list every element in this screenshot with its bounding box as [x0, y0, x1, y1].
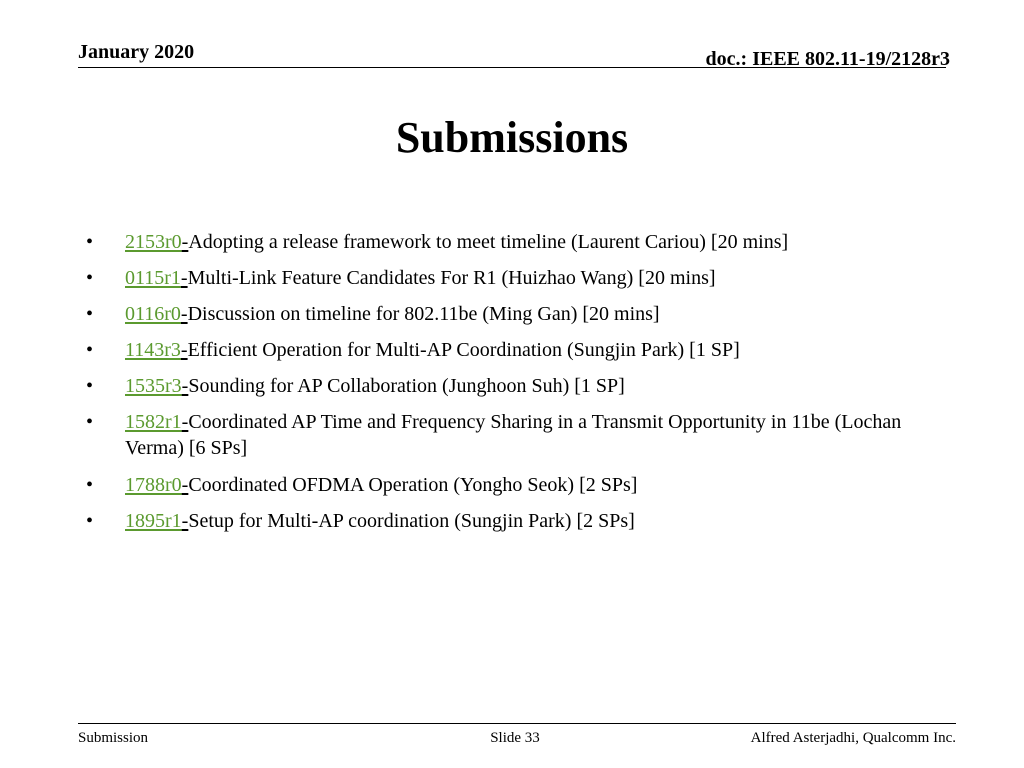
submission-description: Coordinated OFDMA Operation (Yongho Seok) [2 SPs] [188, 474, 638, 496]
header-date: January 2020 [78, 41, 195, 63]
footer-divider [78, 723, 956, 724]
bullet-icon: • [86, 303, 94, 325]
submission-description: Efficient Operation for Multi-AP Coordination (Sungjin Park) [1 SP] [187, 339, 740, 361]
bullet-icon: • [86, 339, 94, 361]
submission-separator: - [180, 303, 188, 325]
submission-description: Discussion on timeline for 802.11be (Ming Gan) [20 mins] [187, 303, 660, 325]
submission-text [125, 265, 955, 291]
submission-description: Multi-Link Feature Candidates For R1 (Huizhao Wang) [20 mins] [187, 267, 716, 289]
submission-text [125, 301, 955, 327]
bullet-icon: • [86, 411, 94, 433]
header-doc-id: doc.: IEEE 802.11-19/2128r3 [705, 48, 950, 70]
header-divider [78, 67, 946, 68]
submission-doc-link[interactable]: 0116r0 [125, 303, 181, 325]
slide-number: Slide 33 [490, 730, 540, 746]
submission-separator: - [181, 474, 189, 496]
submission-doc-link[interactable]: 1582r1 [125, 411, 182, 433]
submission-separator: - [181, 375, 189, 397]
submission-text [125, 409, 955, 461]
submission-text [125, 337, 955, 363]
submission-doc-link[interactable]: 0115r1 [125, 267, 181, 289]
submission-doc-link[interactable]: 1535r3 [125, 375, 182, 397]
submission-text [125, 229, 955, 255]
slide-title: Submissions [395, 113, 629, 162]
submission-description: Coordinated AP Time and Frequency Sharing in a Transmit Opportunity in 11be (Lochan Verma) [6 SPs] [125, 411, 902, 459]
footer-author: Alfred Asterjadhi, Qualcomm Inc. [750, 730, 956, 746]
bullet-icon: • [86, 231, 94, 253]
submission-description: Adopting a release framework to meet timeline (Laurent Cariou) [20 mins] [188, 231, 789, 253]
submission-text [125, 508, 955, 534]
submission-text [125, 472, 955, 498]
submission-separator: - [181, 411, 189, 433]
bullet-icon: • [86, 267, 94, 289]
submission-doc-link[interactable]: 1143r3 [125, 339, 181, 361]
submission-doc-link[interactable]: 1895r1 [125, 510, 182, 532]
bullet-icon: • [86, 510, 94, 532]
submission-text [125, 373, 955, 399]
submission-separator: - [181, 510, 189, 532]
submission-doc-link[interactable]: 1788r0 [125, 474, 182, 496]
submission-separator: - [181, 231, 189, 253]
submission-description: Sounding for AP Collaboration (Junghoon Suh) [1 SP] [188, 375, 625, 397]
submission-separator: - [180, 339, 188, 361]
footer-label: Submission [78, 730, 149, 746]
submission-doc-link[interactable]: 2153r0 [125, 231, 182, 253]
bullet-icon: • [86, 474, 94, 496]
submission-separator: - [180, 267, 188, 289]
submission-description: Setup for Multi-AP coordination (Sungjin Park) [2 SPs] [188, 510, 635, 532]
bullet-icon: • [86, 375, 94, 397]
